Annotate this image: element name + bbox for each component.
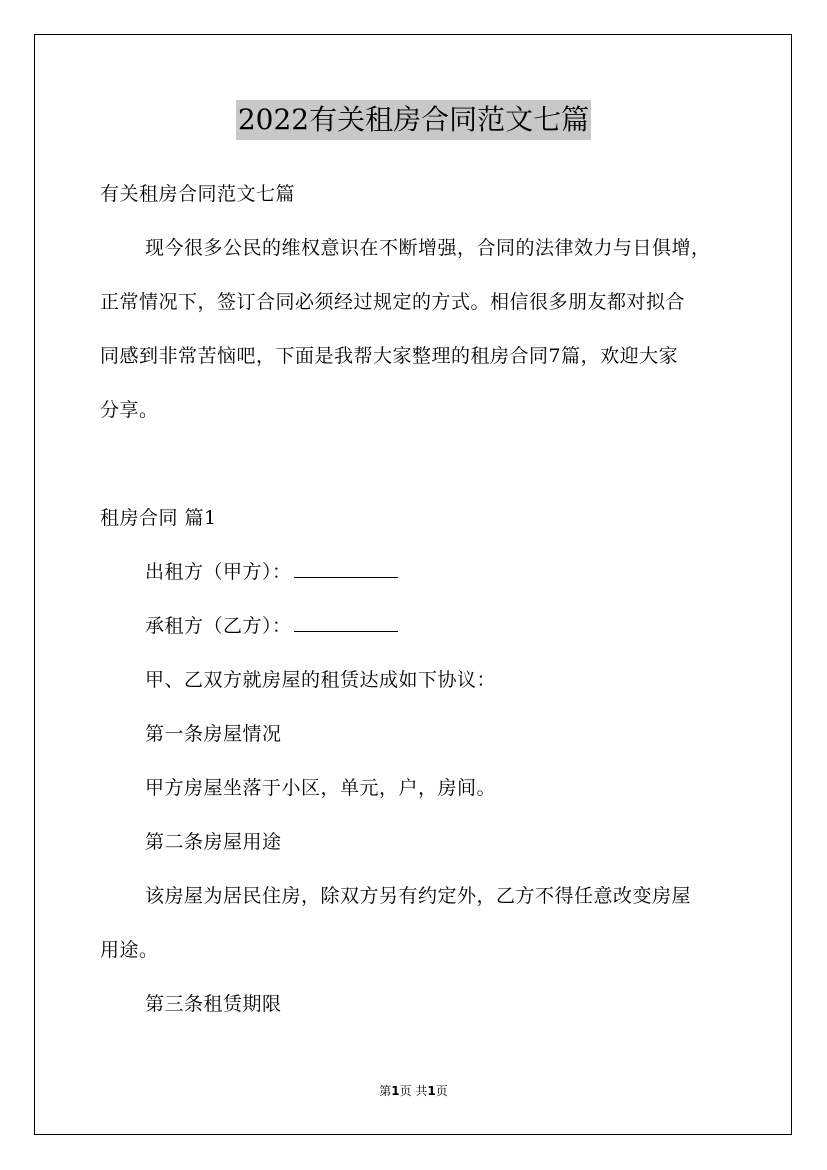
lessee-label: 承租方（乙方）： (145, 615, 292, 637)
footer-page-number: 1 (391, 1084, 400, 1098)
article-1-title: 第一条房屋情况 (145, 723, 282, 745)
article-1-text: 甲方房屋坐落于小区，单元，户，房间。 (145, 777, 497, 799)
footer-prefix: 第 (379, 1084, 392, 1098)
article-2-text-line-1: 该房屋为居民住房，除双方另有约定外，乙方不得任意改变房屋 (145, 885, 692, 907)
article-2-title: 第二条房屋用途 (145, 831, 282, 853)
section-heading: 租房合同 篇1 (100, 507, 217, 529)
document-subtitle: 有关租房合同范文七篇 (100, 183, 296, 205)
page-footer (0, 1083, 827, 1099)
intro-line-2: 正常情况下，签订合同必须经过规定的方式。相信很多朋友都对拟合 (100, 291, 686, 313)
intro-line-4: 分享。 (100, 399, 159, 421)
lessor-blank[interactable] (294, 559, 398, 578)
agreement-text: 甲、乙双方就房屋的租赁达成如下协议： (145, 669, 497, 691)
document-title: 2022有关租房合同范文七篇 (236, 100, 591, 140)
intro-line-1: 现今很多公民的维权意识在不断增强，合同的法律效力与日俱增， (145, 237, 711, 259)
intro-line-3: 同感到非常苦恼吧，下面是我帮大家整理的租房合同7篇，欢迎大家 (100, 345, 679, 367)
footer-suffix: 页 (435, 1084, 448, 1098)
footer-mid: 页 共 (399, 1084, 428, 1098)
title-container (0, 100, 827, 140)
lessee-blank[interactable] (294, 613, 398, 632)
article-2-text-line-2: 用途。 (100, 939, 159, 961)
lessor-label: 出租方（甲方）： (145, 561, 292, 583)
lessee-line (145, 613, 398, 639)
footer-total-pages: 1 (427, 1084, 436, 1098)
lessor-line (145, 559, 398, 585)
article-3-title: 第三条租赁期限 (145, 993, 282, 1015)
